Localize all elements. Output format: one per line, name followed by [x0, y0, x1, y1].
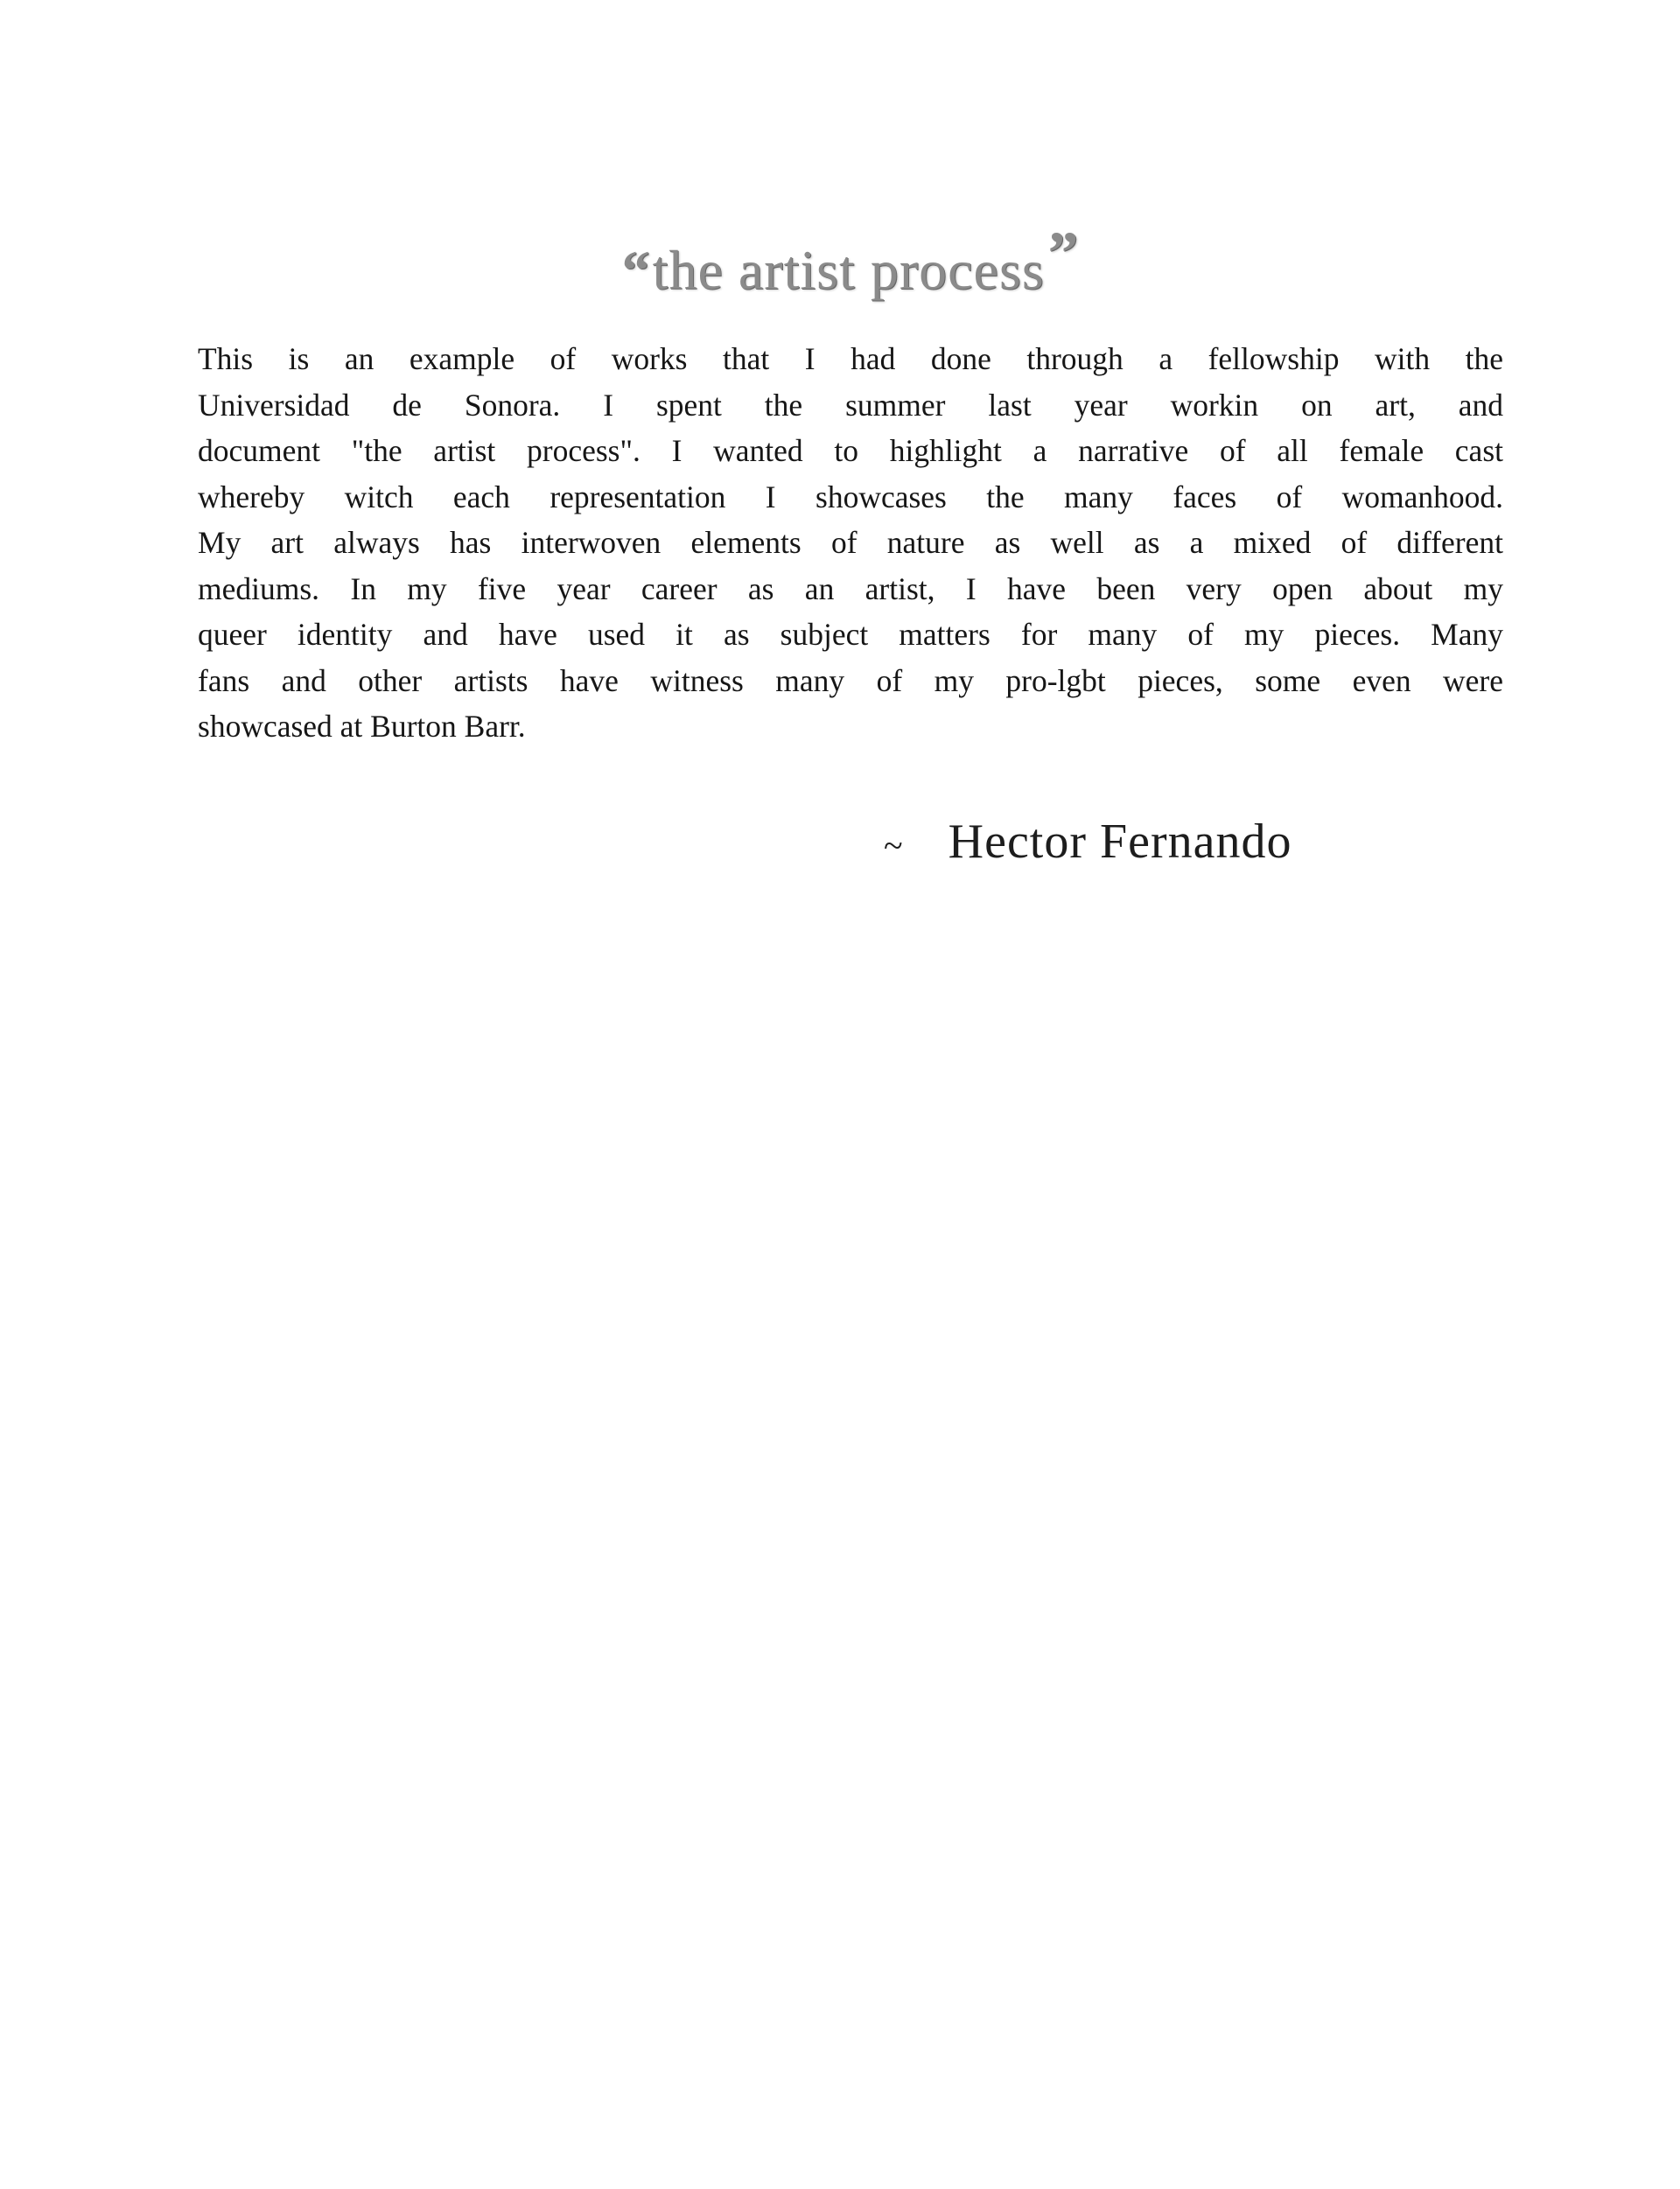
body-paragraph — [198, 336, 1503, 750]
paragraph-line: showcased at Burton Barr. — [198, 709, 526, 744]
page-title — [198, 218, 1503, 304]
signature-dash: ~ — [884, 825, 903, 865]
paragraph-line: whereby witch each representation I showcases the many faces of womanhood. — [198, 479, 1503, 514]
signature — [884, 814, 1292, 870]
paragraph-line: This is an example of works that I had done through a fellowship with the — [198, 341, 1503, 376]
signature-name: Hector Fernando — [948, 815, 1292, 869]
paragraph-line: document "the artist process". I wanted to highlight a narrative of all female cast — [198, 433, 1503, 468]
paragraph-line: queer identity and have used it as subject matters for many of my pieces. Many — [198, 617, 1503, 652]
title-open-quote: “ — [621, 238, 651, 301]
title-close-quote: ” — [1047, 218, 1080, 286]
paragraph-line: fans and other artists have witness many of my pro-lgbt pieces, some even were — [198, 662, 1503, 698]
paragraph-line: Universidad de Sonora. I spent the summer last year workin on art, and — [198, 387, 1503, 423]
paragraph-line: My art always has interwoven elements of nature as well as a mixed of different — [198, 525, 1503, 560]
paragraph-line: mediums. In my five year career as an artist, I have been very open about my — [198, 570, 1503, 606]
title-text: the artist process — [652, 238, 1045, 301]
